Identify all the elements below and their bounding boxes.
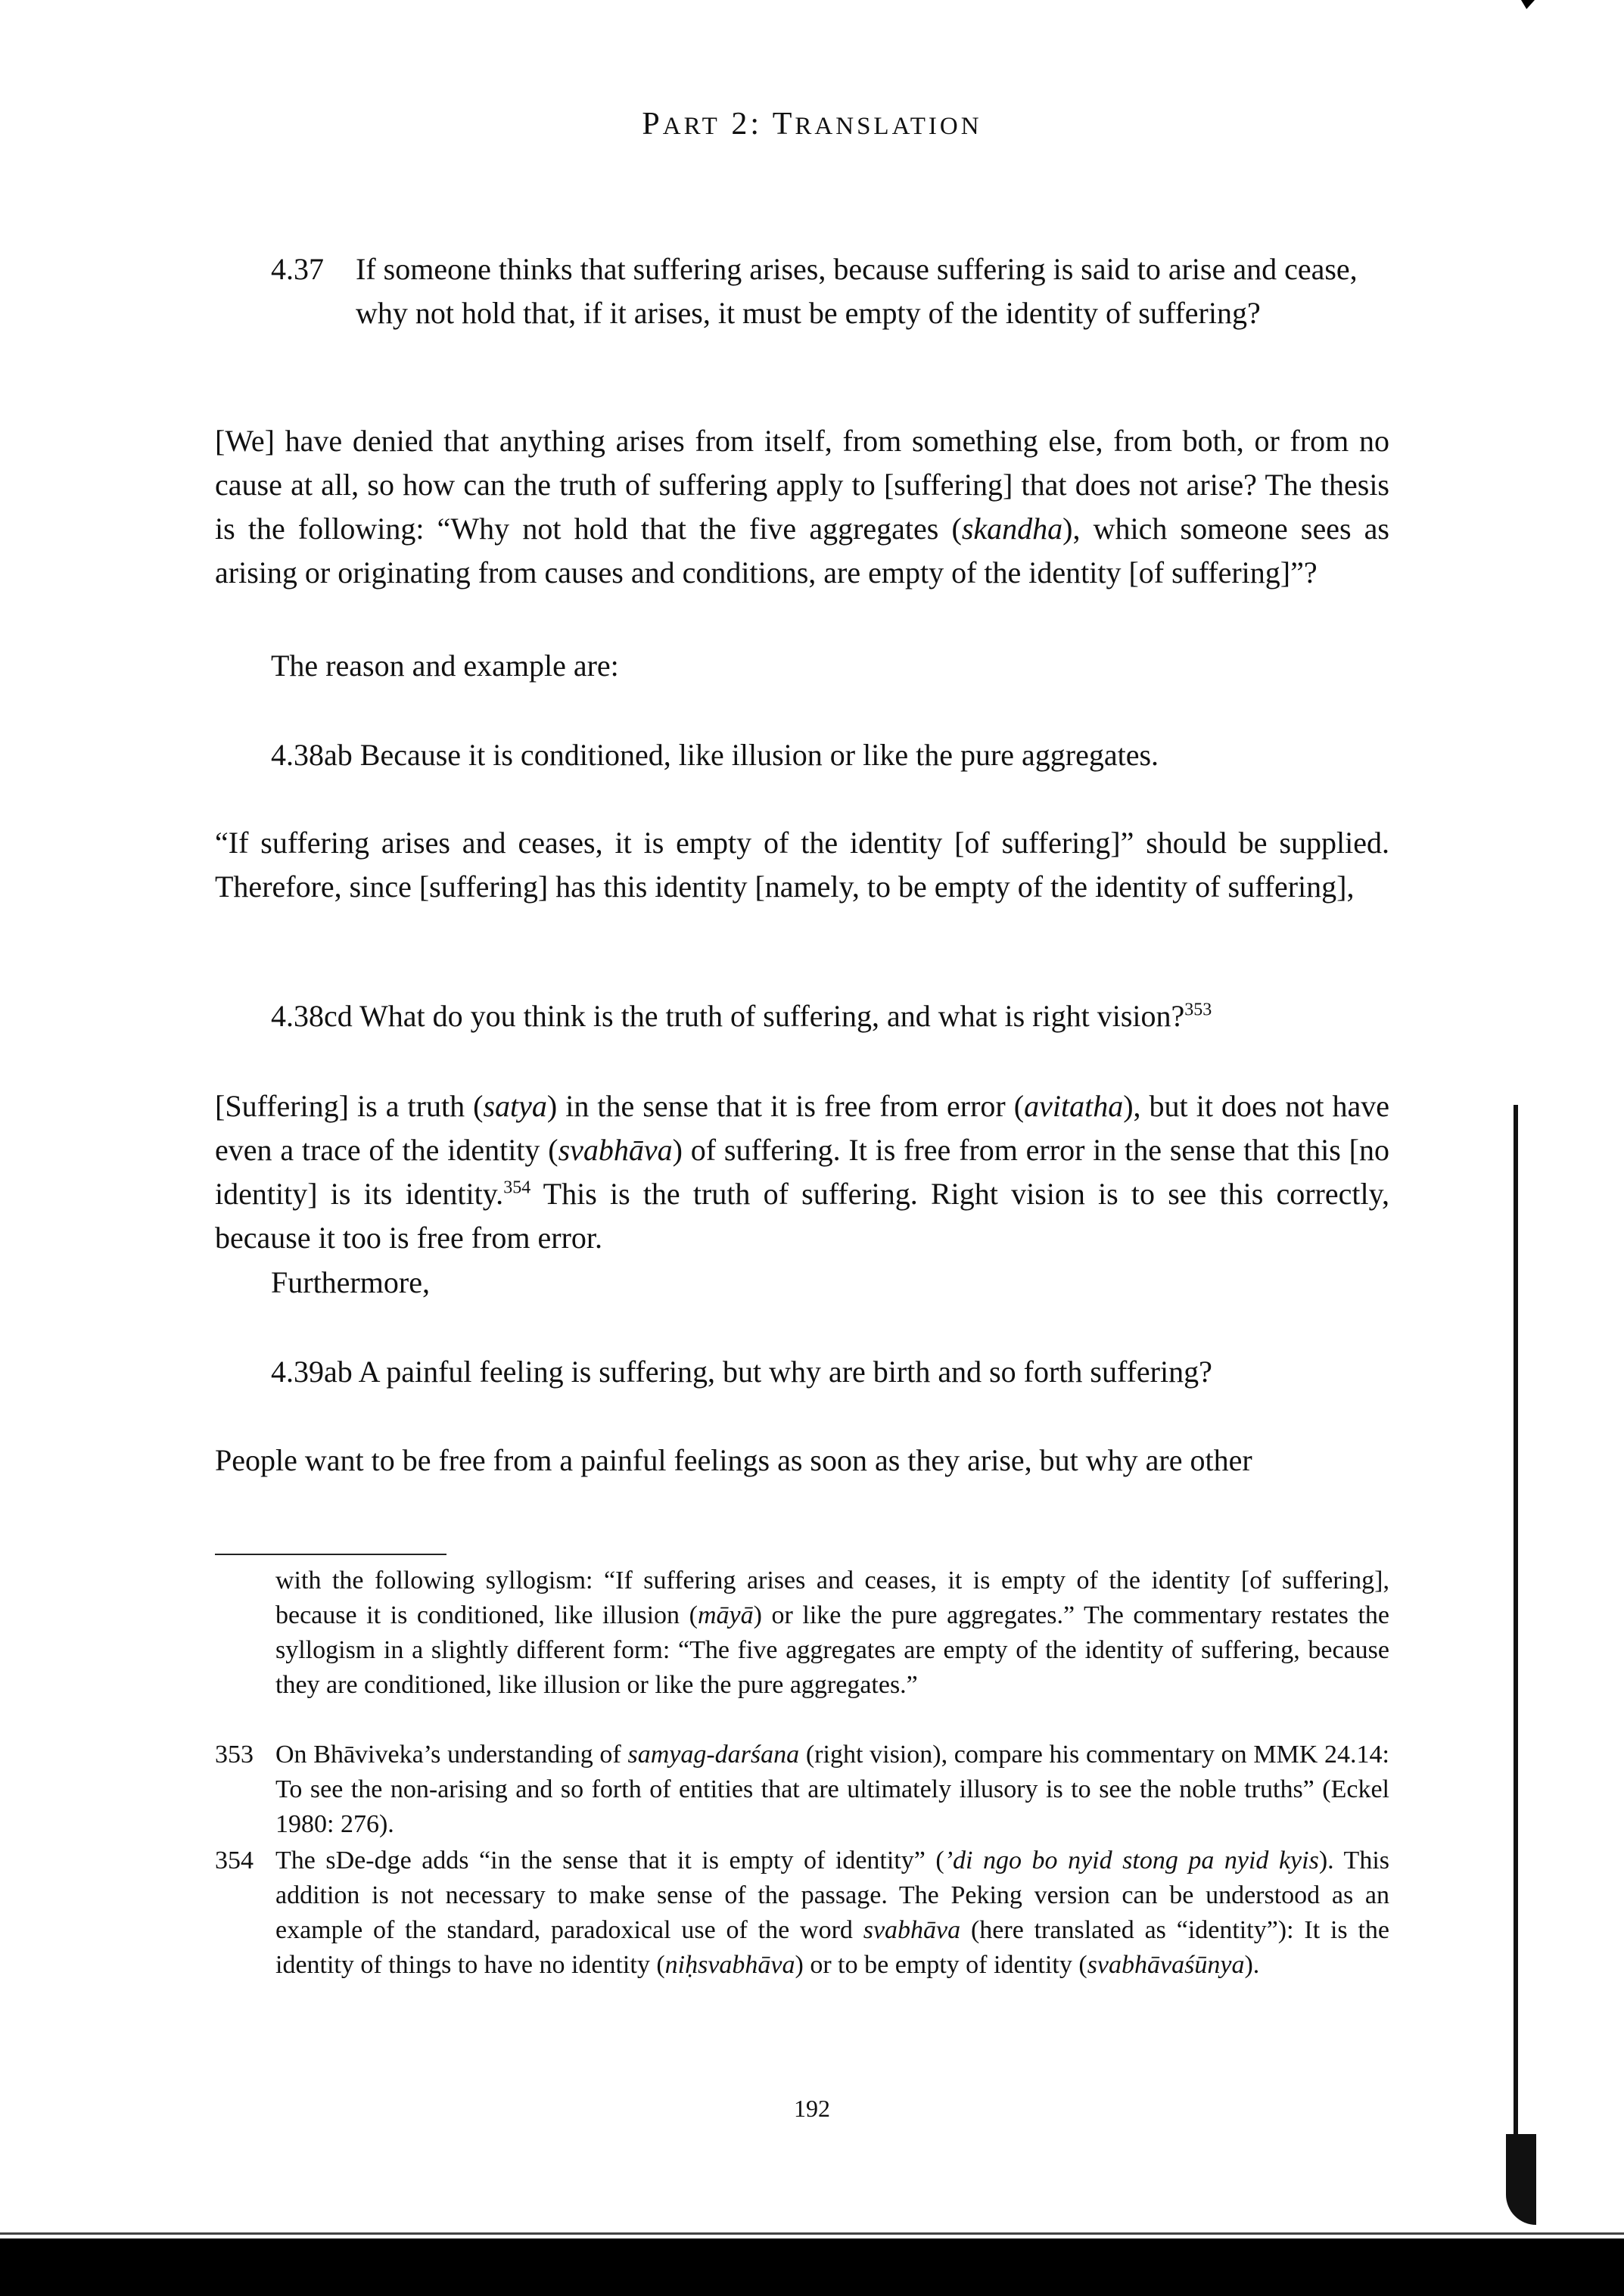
verse-4-38cd: 4.38cd What do you think is the truth of suffering, and what is right vision?$^{353}$ xyxy=(271,999,1212,1033)
footnote-rule xyxy=(215,1554,446,1555)
paragraph-2: The reason and example are: xyxy=(271,649,619,683)
running-header: PART 2: TRANSLATION xyxy=(642,107,982,142)
paragraph-5: Furthermore, xyxy=(271,1265,430,1299)
scan-corner-mark xyxy=(1521,0,1535,9)
footnote-353: 353 On Bhāviveka’s understanding of samyag-darśana (right vision), compare his commentary on MMK 24.14: To see the non-arising and so forth of entities that are ultimately illusory is to see the noble truths” (Eckel 1980: 276). xyxy=(215,1741,1389,1838)
footnote-ref-354[interactable]: 354 xyxy=(503,1178,531,1198)
footnote-354: 354 The sDe-dge adds “in the sense that it is empty of identity” (’di ngo bo nyid stong pa nyid kyis). This addition is not necessary to make sense of the passage. The Peking version can be understood as an example of the standard, paradoxical use of the word svabhāva (here translated as “identity”): It is the identity of things to have no identity (niḥsvabhāva) or to be empty of identity (svabhāvaśūnya). xyxy=(215,1846,1389,1979)
scan-page-edge-curve xyxy=(1506,2134,1536,2225)
verse-4-37: 4.37 If someone thinks that suffering arises, because suffering is said to arise and cease, why not hold that, if it arises, it must be empty of the identity of suffering? xyxy=(271,252,1358,330)
paragraph-1: [We] have denied that anything arises from itself, from something else, from both, or from no cause at all, so how can the truth of suffering apply to [suffering] that does not arise? The thesis is the following: “Why not hold that the five aggregates (skandha), which someone sees as arising or originating from causes and conditions, are empty of the identity [of suffering]”? xyxy=(215,424,1390,590)
paragraph-4: [Suffering] is a truth (satya) in the sense that it is free from error (avitatha), but it does not have even a trace of the identity (svabhāva) of suffering. It is free from error in the sense that this [no identity] is its identity.$^{354}$ This is the truth of suffering. Right vision is to see this correctly, because it too is free from error. xyxy=(215,1089,1390,1255)
footnote-ref-353[interactable]: 353 xyxy=(1184,1000,1212,1020)
footnote-continuation: with the following syllogism: “If suffering arises and ceases, it is empty of the identity [of suffering], because it is conditioned, like illusion (māyā) or like the pure aggregates.” The commentary restates the syllogism in a slightly different form: “The five aggregates are empty of the identity of suffering, because they are conditioned, like illusion or like the pure aggregates.” xyxy=(275,1566,1389,1699)
verse-4-39ab: 4.39ab A painful feeling is suffering, but why are birth and so forth suffering? xyxy=(271,1355,1212,1389)
verse-4-38ab: 4.38ab Because it is conditioned, like illusion or like the pure aggregates. xyxy=(271,738,1159,772)
scan-bottom-line xyxy=(0,2232,1624,2235)
scan-bottom-border xyxy=(0,2238,1624,2296)
scan-page-edge xyxy=(1514,1105,1518,2164)
page-number: 192 xyxy=(794,2095,830,2122)
paragraph-6: People want to be free from a painful feelings as soon as they arise, but why are other xyxy=(215,1443,1252,1477)
paragraph-3: “If suffering arises and ceases, it is empty of the identity [of suffering]” should be supplied. Therefore, since [suffering] has this identity [namely, to be empty of the identity of suffering], xyxy=(215,826,1389,904)
